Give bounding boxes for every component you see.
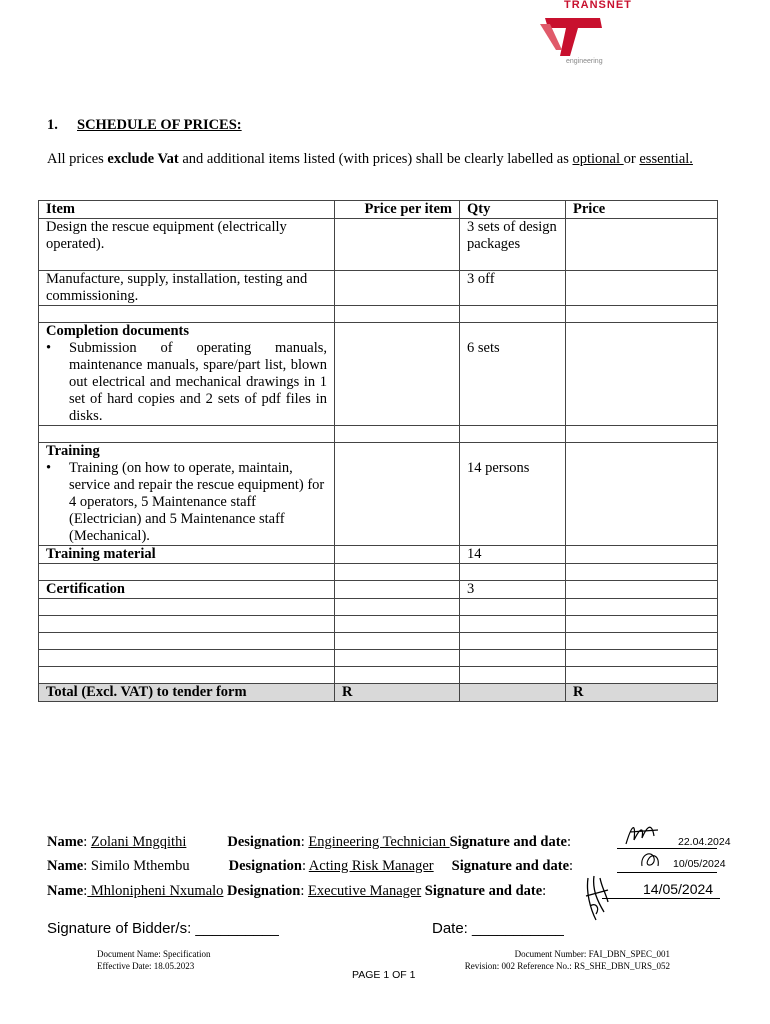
cell-qty: 3 sets of design packages [460, 219, 566, 271]
total-price[interactable]: R [566, 684, 718, 702]
signature-line [602, 898, 720, 899]
table-row-training-material [39, 546, 718, 564]
bidder-date[interactable]: Date: ___________ [432, 920, 564, 937]
cell-price-per-item[interactable] [335, 581, 460, 599]
table-row-blank [39, 426, 718, 443]
cell-price[interactable] [566, 443, 718, 546]
table-row-completion-documents [39, 323, 718, 426]
signatory-designation: Acting Risk Manager [308, 858, 434, 874]
intro-essential: essential. [639, 151, 693, 167]
signatory-row: Name: Similo Mthembu Designation: Acting Risk Manager Signature and date: [47, 858, 574, 874]
page-number: PAGE 1 OF 1 [352, 969, 416, 981]
signature-label: Signature and date [449, 834, 567, 850]
cell-price-per-item[interactable] [335, 323, 460, 426]
cell-qty: 3 off [460, 271, 566, 306]
intro-bold: exclude Vat [107, 151, 179, 167]
signature-label: Signature and date [451, 858, 570, 874]
training-bullet: • Training (on how to operate, maintain, service and repair the rescue equipment) for 4 operators, 5 Maintenance staff (Electrician) and 5 Maintenance staff (Mechanical). [46, 460, 327, 545]
signatory-name: Mhlonipheni Nxumalo [87, 883, 224, 899]
signatory-name: Zolani Mngqithi [90, 834, 187, 850]
table-row-blank [39, 616, 718, 633]
designation-label: Designation [227, 883, 301, 899]
table-row-blank [39, 667, 718, 684]
footer-left [97, 948, 210, 972]
schedule-of-prices-table [38, 200, 718, 702]
signature-date: 22.04.2024 [678, 836, 731, 848]
cell-price-per-item[interactable] [335, 443, 460, 546]
transnet-logo [540, 0, 640, 72]
cell-item: Manufacture, supply, installation, testing and commissioning. [39, 271, 335, 306]
cell-item [39, 443, 335, 546]
table-row-blank [39, 633, 718, 650]
completion-bullet: • Submission of operating manuals, maintenance manuals, spare/part list, blown out electrical and mechanical drawings in 1 set of hard copies and 2 sets of pdf files in disks. [46, 340, 327, 425]
table-row-blank [39, 650, 718, 667]
name-label: Name [47, 858, 84, 874]
completion-title: Completion documents [46, 323, 189, 339]
cell-price-per-item[interactable] [335, 546, 460, 564]
table-row-design [39, 219, 718, 271]
cell-price[interactable] [566, 323, 718, 426]
header-qty: Qty [460, 201, 566, 219]
intro-optional: optional [572, 151, 624, 167]
cell-price-per-item[interactable] [335, 271, 460, 306]
name-label: Name [47, 883, 84, 899]
footer-revision: Revision: 002 Reference No.: RS_SHE_DBN_URS_052 [464, 961, 670, 971]
intro-paragraph [47, 150, 724, 168]
total-qty [460, 684, 566, 702]
signature-date: 10/05/2024 [673, 858, 726, 870]
footer-effective-date: Effective Date: 18.05.2023 [97, 961, 195, 971]
header-item: Item [39, 201, 335, 219]
signature-icon [582, 872, 612, 924]
signature-label: Signature and date [424, 883, 543, 899]
cell-qty [460, 443, 566, 546]
signatory-name: Similo Mthembu [90, 858, 190, 874]
cell-qty: 14 [460, 546, 566, 564]
logo-brand: TRANSNET [564, 0, 632, 11]
cell-price[interactable] [566, 219, 718, 271]
training-title: Training [46, 443, 100, 459]
footer-right [420, 948, 670, 972]
section-heading [47, 117, 242, 134]
bidder-signature[interactable]: Signature of Bidder/s: __________ [47, 920, 279, 937]
cell-qty [460, 323, 566, 426]
signature-date: 14/05/2024 [643, 881, 714, 897]
cell-price[interactable] [566, 581, 718, 599]
cell-price[interactable] [566, 271, 718, 306]
signatory-row: Name: Mhlonipheni Nxumalo Designation: Executive Manager Signature and date: [47, 883, 547, 899]
logo-mark-icon [540, 10, 610, 60]
cell-item [39, 323, 335, 426]
total-price-per-item[interactable]: R [335, 684, 460, 702]
header-price-per-item: Price per item [335, 201, 460, 219]
cell-item: Certification [39, 581, 335, 599]
designation-label: Designation [228, 858, 302, 874]
training-qty: 14 persons [467, 460, 530, 476]
footer-doc-name: Document Name: Specification [97, 949, 211, 959]
designation-label: Designation [227, 834, 301, 850]
section-title: SCHEDULE OF PRICES: [77, 117, 242, 133]
table-row-training [39, 443, 718, 546]
cell-item: Design the rescue equipment (electrically operated). [39, 219, 335, 271]
logo-division: engineering [566, 58, 603, 65]
intro-text-2: and additional items listed (with prices) shall be clearly labelled as [178, 151, 573, 167]
section-number: 1. [47, 117, 58, 133]
signatory-designation: Engineering Technician [308, 834, 450, 850]
intro-text-3: or [623, 151, 640, 167]
total-label: Total (Excl. VAT) to tender form [39, 684, 335, 702]
signature-icon [636, 846, 666, 874]
completion-qty: 6 sets [467, 340, 500, 356]
table-header-row [39, 201, 718, 219]
cell-price-per-item[interactable] [335, 219, 460, 271]
signatory-row: Name: Zolani Mngqithi Designation: Engineering Technician Signature and date: [47, 834, 572, 850]
table-row-manufacture [39, 271, 718, 306]
table-row-blank [39, 599, 718, 616]
footer-doc-number: Document Number: FAI_DBN_SPEC_001 [514, 949, 670, 959]
table-row-certification [39, 581, 718, 599]
cell-price[interactable] [566, 546, 718, 564]
table-row-total [39, 684, 718, 702]
name-label: Name [47, 834, 84, 850]
intro-text-1: All prices [47, 151, 108, 167]
table-row-blank [39, 564, 718, 581]
cell-item: Training material [39, 546, 335, 564]
signatory-designation: Executive Manager [308, 883, 422, 899]
signature-line [617, 872, 717, 873]
cell-qty: 3 [460, 581, 566, 599]
header-price: Price [566, 201, 718, 219]
table-row-blank [39, 306, 718, 323]
